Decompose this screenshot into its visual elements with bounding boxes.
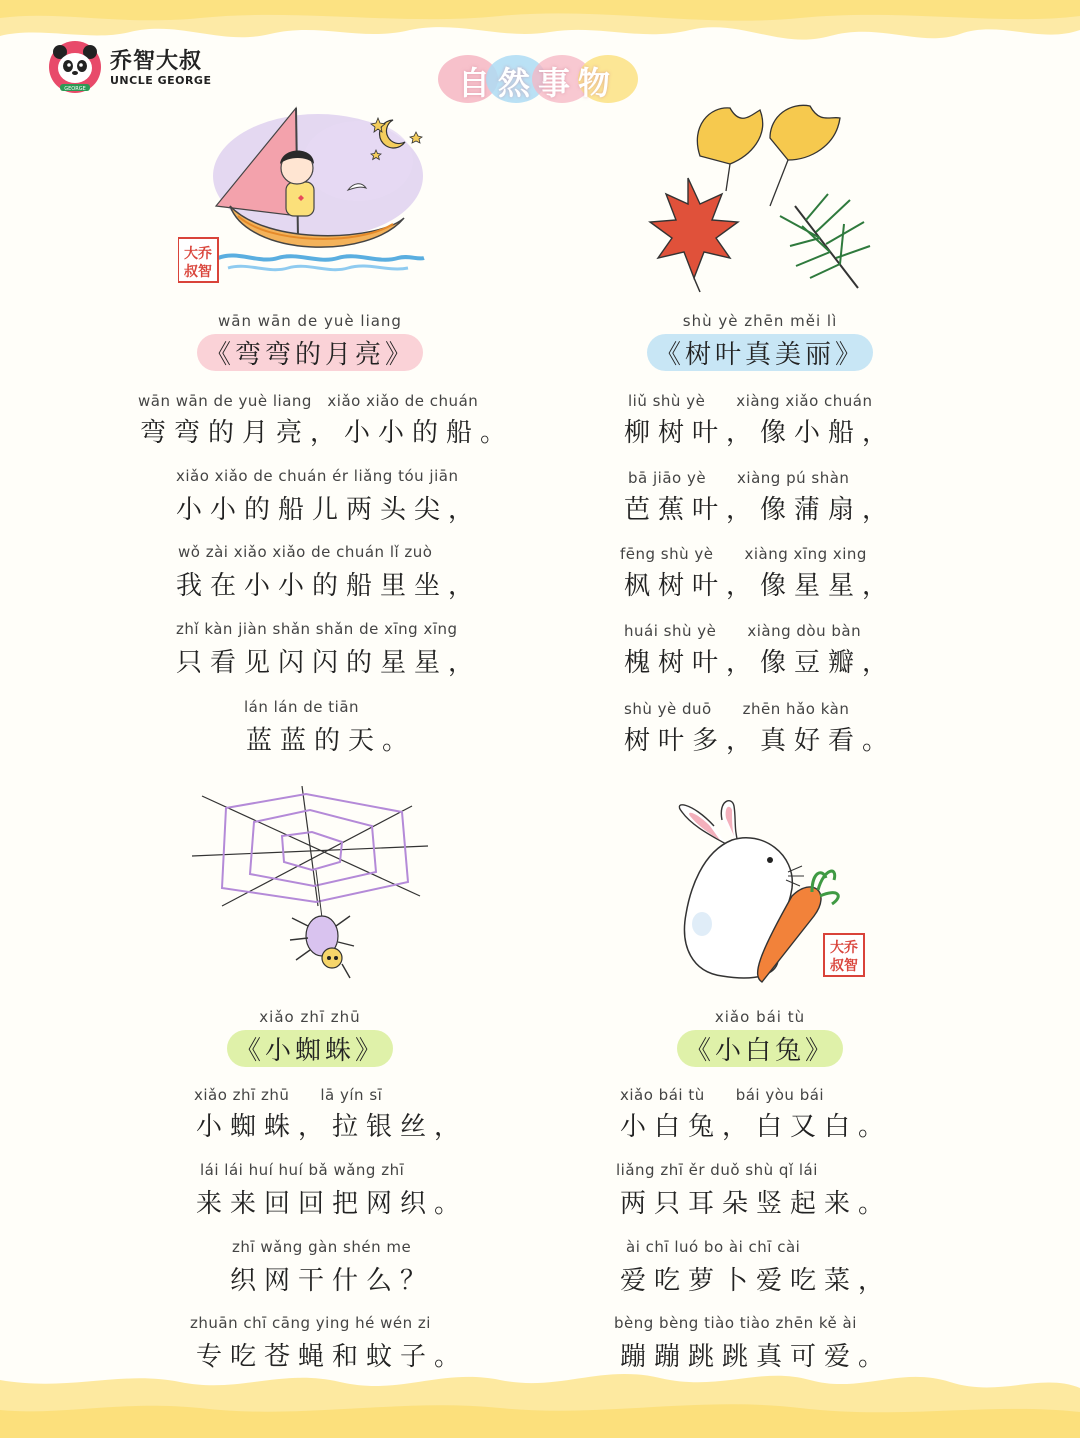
- line-text: 枫树叶，像星星，: [624, 571, 897, 601]
- line-text: 树叶多，真好看。: [624, 726, 897, 756]
- line-text: 爱吃萝卜爱吃菜，: [620, 1266, 893, 1296]
- line-pinyin: zhī wǎng gàn shén me: [232, 1238, 412, 1256]
- line-pinyin: liǔ shù yè xiàng xiǎo chuán: [628, 392, 873, 410]
- poem-title: [510, 1030, 1010, 1067]
- line-text: 小白兔，白又白。: [620, 1112, 893, 1142]
- line-text: 蓝蓝的天。: [246, 726, 417, 756]
- svg-text:叔智: 叔智: [830, 958, 858, 974]
- star-icon: [410, 132, 422, 143]
- line-pinyin: huái shù yè xiàng dòu bàn: [624, 622, 862, 640]
- line-pinyin: zhuān chī cāng ying hé wén zi: [190, 1314, 431, 1332]
- line-text: 专吃苍蝇和蚊子。: [196, 1342, 469, 1372]
- line-pinyin: fēng shù yè xiàng xīng xing: [620, 545, 867, 563]
- line-text: 蹦蹦跳跳真可爱。: [620, 1342, 893, 1372]
- line-pinyin: wān wān de yuè liang xiǎo xiǎo de chuán: [138, 392, 479, 410]
- poem-line: [60, 467, 560, 535]
- spider-icon: [290, 916, 354, 978]
- rabbit-illustration: [662, 796, 880, 992]
- poem-line: [510, 1314, 1010, 1382]
- page-title-text: 自然事物: [457, 64, 618, 102]
- line-text: 两只耳朵竖起来。: [620, 1189, 893, 1219]
- badge-text: GEORGE: [64, 86, 86, 92]
- page-title: [438, 52, 638, 106]
- poem-line: [60, 1161, 560, 1229]
- poem-line: [510, 390, 1010, 458]
- line-text: 弯弯的月亮，小小的船。: [140, 418, 515, 448]
- line-text: 织网干什么？: [230, 1266, 435, 1296]
- poem-line: [510, 543, 1010, 611]
- ginkgo-leaf-icon: [697, 108, 762, 164]
- svg-text:大乔: 大乔: [830, 940, 858, 956]
- poem-title-text: 《小蜘蛛》: [227, 1030, 393, 1067]
- line-text: 小蜘蛛，拉银丝，: [196, 1112, 469, 1142]
- line-pinyin: liǎng zhī ěr duǒ shù qǐ lái: [616, 1161, 818, 1179]
- poem-line: [510, 1161, 1010, 1229]
- pine-needles-icon: [780, 194, 870, 288]
- poem-line: [60, 543, 560, 611]
- svg-text:大乔: 大乔: [184, 246, 212, 262]
- poem-title-text: 《小白兔》: [677, 1030, 843, 1067]
- brand-name-en: UNCLE GEORGE: [110, 74, 212, 87]
- poem-title-pinyin: xiǎo bái tù: [714, 1008, 806, 1026]
- line-pinyin: wǒ zài xiǎo xiǎo de chuán lǐ zuò: [178, 543, 433, 561]
- poem-title-text: 《树叶真美丽》: [647, 334, 873, 371]
- brand-logo: [48, 40, 228, 96]
- panda-icon: [48, 40, 102, 94]
- brand-name-cn: 乔智大叔: [110, 49, 203, 74]
- poem-line: [60, 698, 560, 766]
- poem-line: [60, 1084, 560, 1152]
- poem-title: [60, 334, 560, 371]
- poem-line: [510, 467, 1010, 535]
- poem-line: [60, 390, 560, 458]
- line-text: 只看见闪闪的星星，: [176, 648, 483, 678]
- line-pinyin: xiǎo bái tù bái yòu bái: [620, 1086, 825, 1104]
- line-pinyin: ài chī luó bo ài chī cài: [626, 1238, 801, 1256]
- line-pinyin: zhǐ kàn jiàn shǎn shǎn de xīng xīng: [176, 620, 458, 638]
- svg-text:叔智: 叔智: [184, 264, 212, 280]
- line-pinyin: bā jiāo yè xiàng pú shàn: [628, 469, 850, 487]
- poem-line: [510, 620, 1010, 688]
- poem-line: [60, 620, 560, 688]
- spider-web-illustration: [192, 786, 432, 986]
- moon-boat-illustration: [178, 106, 428, 286]
- maple-leaf-icon: [650, 178, 738, 278]
- poem-line: [510, 1238, 1010, 1306]
- ginkgo-leaf-icon: [770, 105, 840, 160]
- line-pinyin: xiǎo zhī zhū lā yín sī: [194, 1086, 383, 1104]
- poem-title-pinyin: shù yè zhēn měi lì: [682, 312, 838, 330]
- poem-title-text: 《弯弯的月亮》: [197, 334, 423, 371]
- line-text: 槐树叶，像豆瓣，: [624, 648, 897, 678]
- line-text: 柳树叶，像小船，: [624, 418, 897, 448]
- leaves-illustration: [630, 96, 880, 296]
- poem-title: [60, 1030, 560, 1067]
- poem-line: [510, 698, 1010, 766]
- poem-line: [60, 1238, 560, 1306]
- line-text: 小小的船儿两头尖，: [176, 495, 483, 525]
- poem-line: [60, 1314, 560, 1382]
- line-pinyin: lái lái huí huí bǎ wǎng zhī: [200, 1161, 405, 1179]
- line-pinyin: lán lán de tiān: [244, 698, 360, 716]
- line-text: 我在小小的船里坐，: [176, 571, 483, 601]
- line-pinyin: xiǎo xiǎo de chuán ér liǎng tóu jiān: [176, 467, 459, 485]
- line-text: 来来回回把网织。: [196, 1189, 469, 1219]
- line-pinyin: shù yè duō zhēn hǎo kàn: [624, 700, 850, 718]
- poem-title-pinyin: xiǎo zhī zhū: [259, 1008, 361, 1026]
- poem-title-pinyin: wān wān de yuè liang: [218, 312, 402, 330]
- poem-title: [510, 334, 1010, 371]
- line-pinyin: bèng bèng tiào tiào zhēn kě ài: [614, 1314, 857, 1332]
- line-text: 芭蕉叶，像蒲扇，: [624, 495, 897, 525]
- poem-line: [510, 1084, 1010, 1152]
